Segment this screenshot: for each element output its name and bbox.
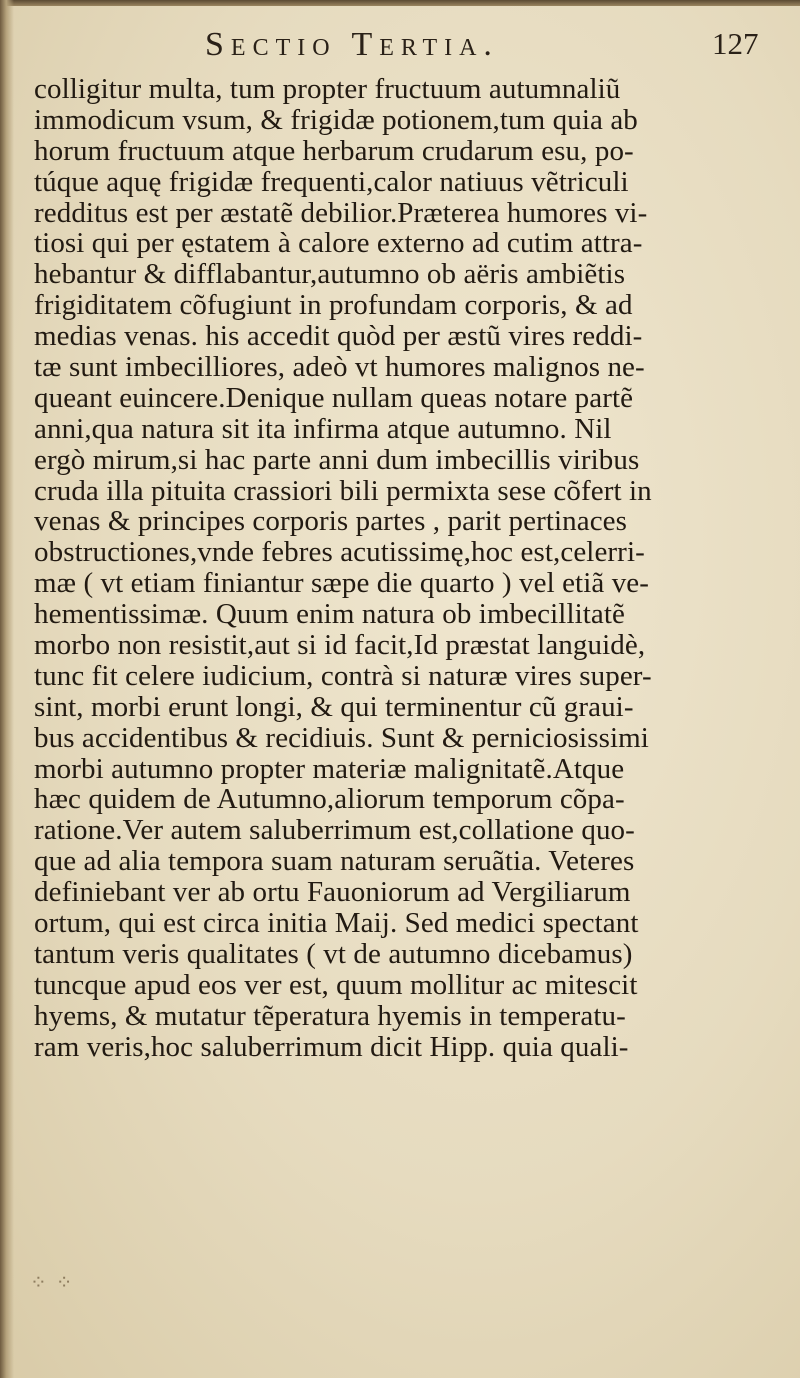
page-number: 127: [712, 26, 759, 61]
text-line: tantum veris qualitates ( vt de autumno dicebamus): [34, 938, 633, 970]
text-line: túque aquę frigidæ frequenti,calor natiuus vẽtriculi: [34, 166, 629, 198]
text-line: ortum, qui est circa initia Maij. Sed medici spectant: [34, 908, 639, 939]
text-line: queant euincere.Denique nullam queas notare partẽ: [34, 382, 634, 414]
running-head-title: Sectio Tertia.: [205, 26, 499, 63]
text-line: redditus est per æstatẽ debilior.Præterea humores vi-: [34, 197, 648, 229]
text-line: cruda illa pituita crassiori bili permixta sese cõfert in: [34, 475, 652, 507]
text-line: hyems, & mutatur tẽperatura hyemis in temperatu-: [34, 1000, 626, 1032]
text-line: anni,qua natura sit ita infirma atque autumno. Nil: [34, 413, 612, 445]
text-line: ergò mirum,si hac parte anni dum imbecillis viribus: [34, 444, 640, 476]
bleed-through-mark: ⁘ ⁘: [30, 1272, 75, 1294]
text-line: ram veris,hoc saluberrimum dicit Hipp. quia quali-: [34, 1031, 629, 1063]
text-line: immodicum vsum, & frigidæ potionem,tum quia ab: [34, 104, 638, 136]
text-line: medias venas. his accedit quòd per æstũ vires reddi-: [34, 321, 643, 353]
text-line: hementissimæ. Quum enim natura ob imbecillitatẽ: [34, 599, 626, 631]
text-line: bus accidentibus & recidiuis. Sunt & perniciosissimi: [34, 722, 649, 754]
text-line: hæc quidem de Autumno,aliorum temporum cõpa-: [34, 784, 625, 816]
text-line: tunc fit celere iudicium, contrà si naturæ vires super-: [34, 660, 652, 692]
text-line: definiebant ver ab ortu Fauoniorum ad Vergiliarum: [34, 877, 631, 909]
page-top-edge: [0, 0, 800, 6]
running-head: [0, 26, 800, 72]
text-line: tuncque apud eos ver est, quum mollitur ac mitescit: [34, 969, 638, 1001]
text-line: colligitur multa, tum propter fructuum autumnaliũ: [34, 74, 621, 105]
body-text: [34, 74, 794, 1063]
text-line: obstructiones,vnde febres acutissimę,hoc est,celerri-: [34, 537, 645, 569]
text-line: tæ sunt imbecilliores, adeò vt humores malignos ne-: [34, 352, 645, 383]
text-line: venas & principes corporis partes , parit pertinaces: [34, 506, 628, 538]
text-line: horum fructuum atque herbarum crudarum esu, po-: [34, 135, 634, 167]
text-line: ratione.Ver autem saluberrimum est,collatione quo-: [34, 815, 635, 847]
text-line: morbo non resistit,aut si id facit,Id præstat languidè,: [34, 630, 646, 661]
text-line: mæ ( vt etiam finiantur sæpe die quarto ) vel etiã ve-: [34, 568, 650, 600]
page-binding-edge: [0, 0, 14, 1378]
text-line: frigiditatem cõfugiunt in profundam corporis, & ad: [34, 290, 633, 322]
text-line: tiosi qui per ęstatem à calore externo ad cutim attra-: [34, 228, 643, 260]
text-line: morbi autumno propter materiæ malignitatẽ.Atque: [34, 753, 625, 785]
text-line: hebantur & difflabantur,autumno ob aëris ambiẽtis: [34, 259, 626, 291]
text-line: que ad alia tempora suam naturam seruãtia. Veteres: [34, 846, 635, 878]
text-line: sint, morbi erunt longi, & qui terminentur cũ graui-: [34, 691, 634, 723]
